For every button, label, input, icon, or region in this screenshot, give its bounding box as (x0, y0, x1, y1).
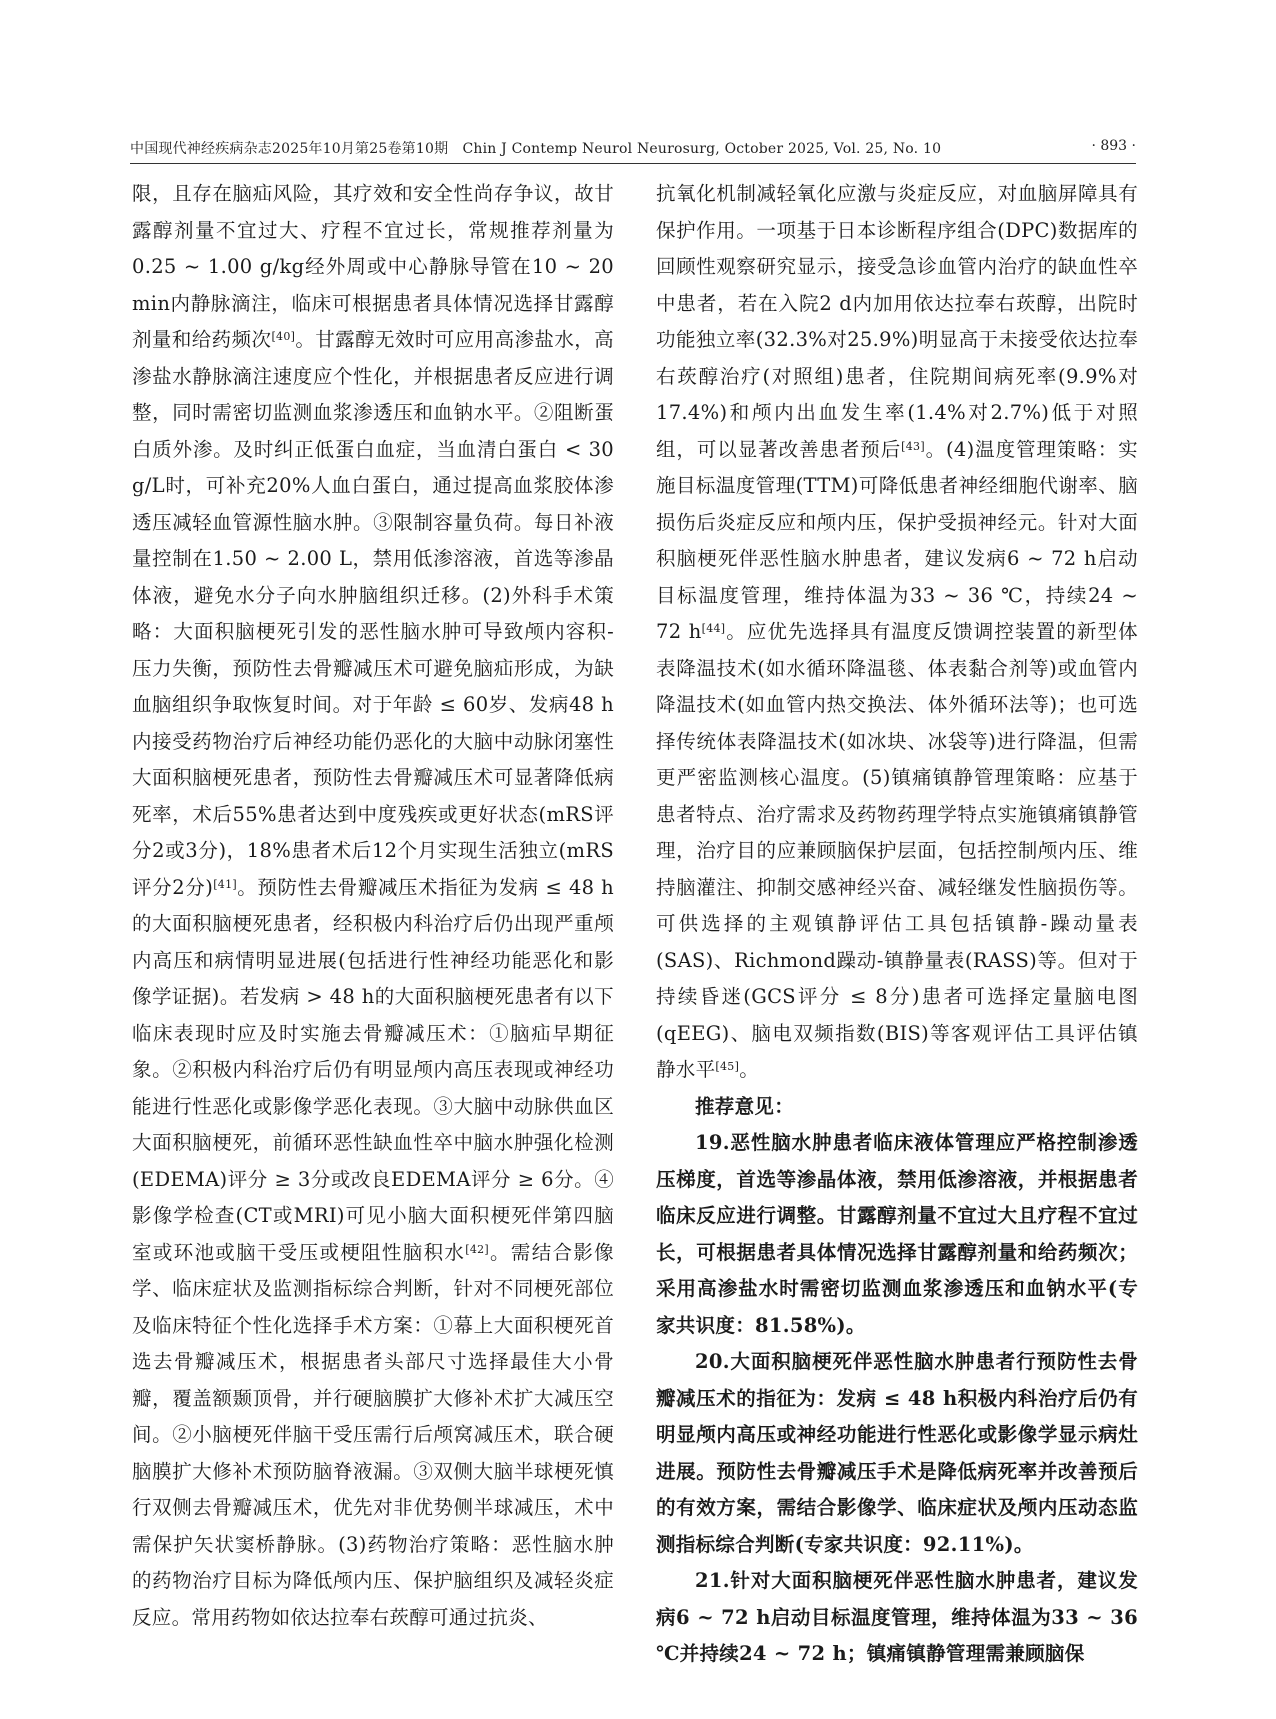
body-text: 。 (739, 1058, 759, 1081)
reference-42: [42] (465, 1242, 490, 1256)
running-header (130, 134, 1136, 160)
reference-45: [45] (715, 1060, 740, 1073)
journal-citation: 中国现代神经疾病杂志2025年10月第25卷第10期 Chin J Contemp Neurol Neurosurg, October 2025, Vol. 25, No. 10 (130, 141, 942, 157)
left-column (132, 176, 614, 1636)
body-text: 。需结合影像学、临床症状及监测指标综合判断，针对不同梗死部位及临床特征个性化选择手术方案：①幕上大面积梗死首选去骨瓣减压术，根据患者头部尺寸选择最佳大小骨瓣，覆盖额颞顶骨，并行硬脑膜扩大修补术扩大减压空间。②小脑梗死伴脑干受压需行后颅窝减压术，联合硬脑膜扩大修补术预防脑脊液漏。③双侧大脑半球梗死慎行双侧去骨瓣减压术，优先对非优势侧半球减压，术中需保护矢状窦桥静脉。(3)药物治疗策略：恶性脑水肿的药物治疗目标为降低颅内压、保护脑组织及减轻炎症反应。常用药物如依达拉奉右莰醇可通过抗炎、 (132, 1240, 614, 1629)
recommendation-20: 20.大面积脑梗死伴恶性脑水肿患者行预防性去骨瓣减压术的指征为：发病 ≤ 48 h积极内科治疗后仍有明显颅内高压或神经功能进行性恶化或影像学显示病灶进展。预防性去骨瓣减压手术是降低病死率并改善预后的有效方案，需结合影像学、临床症状及颅内压动态监测指标综合判断(专家共识度：92.11%)。 (656, 1350, 1138, 1556)
recommendation-heading: 推荐意见： (695, 1094, 795, 1118)
reference-41: [41] (213, 877, 237, 891)
body-text: 限，且存在脑疝风险，其疗效和安全性尚存争议，故甘露醇剂量不宜过大、疗程不宜过长，常规推荐剂量为0.25 ~ 1.00 g/kg经外周或中心静脉导管在10 ~ 20 min内静脉滴注，临床可根据患者具体情况选择甘露醇剂量和给药频次 (132, 182, 614, 351)
body-text: 。(4)温度管理策略：实施目标温度管理(TTM)可降低患者神经细胞代谢率、脑损伤后炎症反应和颅内压，保护受损神经元。针对大面积脑梗死伴恶性脑水肿患者，建议发病6 ~ 72 h启动目标温度管理，维持体温为33 ~ 36 ℃，持续24 ~ 72 h (656, 437, 1138, 643)
right-column (656, 176, 1138, 1673)
left-paragraph (132, 176, 614, 1636)
recommendation-21: 21.针对大面积脑梗死伴恶性脑水肿患者，建议发病6 ~ 72 h启动目标温度管理，维持体温为33 ~ 36 ℃并持续24 ~ 72 h；镇痛镇静管理需兼顾脑保 (656, 1569, 1138, 1665)
body-text: 。预防性去骨瓣减压术指征为发病 ≤ 48 h的大面积脑梗死患者，经积极内科治疗后仍出现严重颅内高压和病情明显进展(包括进行性神经功能恶化和影像学证据)。若发病 > 48 h的大面积脑梗死患者有以下临床表现时应及时实施去骨瓣减压术：①脑疝早期征象。②积极内科治疗后仍有明显颅内高压表现或神经功能进行性恶化或影像学恶化表现。③大脑中动脉供血区大面积脑梗死，前循环恶性缺血性卒中脑水肿强化检测(EDEMA)评分 ≥ 3分或改良EDEMA评分 ≥ 6分。④影像学检查(CT或MRI)可见小脑大面积梗死伴第四脑室或环池或脑干受压或梗阻性脑积水 (132, 875, 615, 1264)
body-text: 。应优先选择具有温度反馈调控装置的新型体表降温技术(如水循环降温毯、体表黏合剂等)或血管内降温技术(如血管内热交换法、体外循环法等)；也可选择传统体表降温技术(如冰块、冰袋等)进行降温，但需更严密监测核心温度。(5)镇痛镇静管理策略：应基于患者特点、治疗需求及药物药理学特点实施镇痛镇静管理，治疗目的应兼顾脑保护层面，包括控制颅内压、维持脑灌注、抑制交感神经兴奋、减轻继发性脑损伤等。可供选择的主观镇静评估工具包括镇静-躁动量表(SAS)、Richmond躁动-镇静量表(RASS)等。但对于持续昏迷(GCS评分 ≤ 8分)患者可选择定量脑电图(qEEG)、脑电双频指数(BIS)等客观评估工具评估镇静水平 (656, 620, 1138, 1081)
reference-43: [43] (901, 439, 925, 453)
header-rule (130, 163, 1136, 164)
right-paragraph (656, 176, 1138, 1089)
reference-44: [44] (701, 622, 726, 635)
body-text: 。甘露醇无效时可应用高渗盐水，高渗盐水静脉滴注速度应个性化，并根据患者反应进行调整，同时需密切监测血浆渗透压和血钠水平。②阻断蛋白质外渗。及时纠正低蛋白血症，当血清白蛋白 < 30 g/L时，可补充20%人血白蛋白，通过提高血浆胶体渗透压减轻血管源性脑水肿。③限制容量负荷。每日补液量控制在1.50 ~ 2.00 L，禁用低渗溶液，首选等渗晶体液，避免水分子向水肿脑组织迁移。(2)外科手术策略：大面积脑梗死引发的恶性脑水肿可导致颅内容积-压力失衡，预防性去骨瓣减压术可避免脑疝形成，为缺血脑组织争取恢复时间。对于年龄 ≤ 60岁、发病48 h内接受药物治疗后神经功能仍恶化的大脑中动脉闭塞性大面积脑梗死患者，预防性去骨瓣减压术可显著降低病死率，术后55%患者达到中度残疾或更好状态(mRS评分2或3分)，18%患者术后12个月实现生活独立(mRS评分2分) (132, 328, 614, 899)
body-text: 抗氧化机制减轻氧化应激与炎症反应，对血脑屏障具有保护作用。一项基于日本诊断程序组合(DPC)数据库的回顾性观察研究显示，接受急诊血管内治疗的缺血性卒中患者，若在入院2 d内加用依达拉奉右莰醇，出院时功能独立率(32.3%对25.9%)明显高于未接受依达拉奉右莰醇治疗(对照组)患者，住院期间病死率(9.9%对17.4%)和颅内出血发生率(1.4%对2.7%)低于对照组，可以显著改善患者预后 (656, 182, 1138, 461)
page-number: · 893 · (1091, 138, 1136, 154)
recommendation-19: 19.恶性脑水肿患者临床液体管理应严格控制渗透压梯度，首选等渗晶体液，禁用低渗溶液，并根据患者临床反应进行调整。甘露醇剂量不宜过大且疗程不宜过长，可根据患者具体情况选择甘露醇剂量和给药频次；采用高渗盐水时需密切监测血浆渗透压和血钠水平(专家共识度：81.58%)。 (656, 1131, 1138, 1337)
reference-40: [40] (271, 330, 296, 343)
